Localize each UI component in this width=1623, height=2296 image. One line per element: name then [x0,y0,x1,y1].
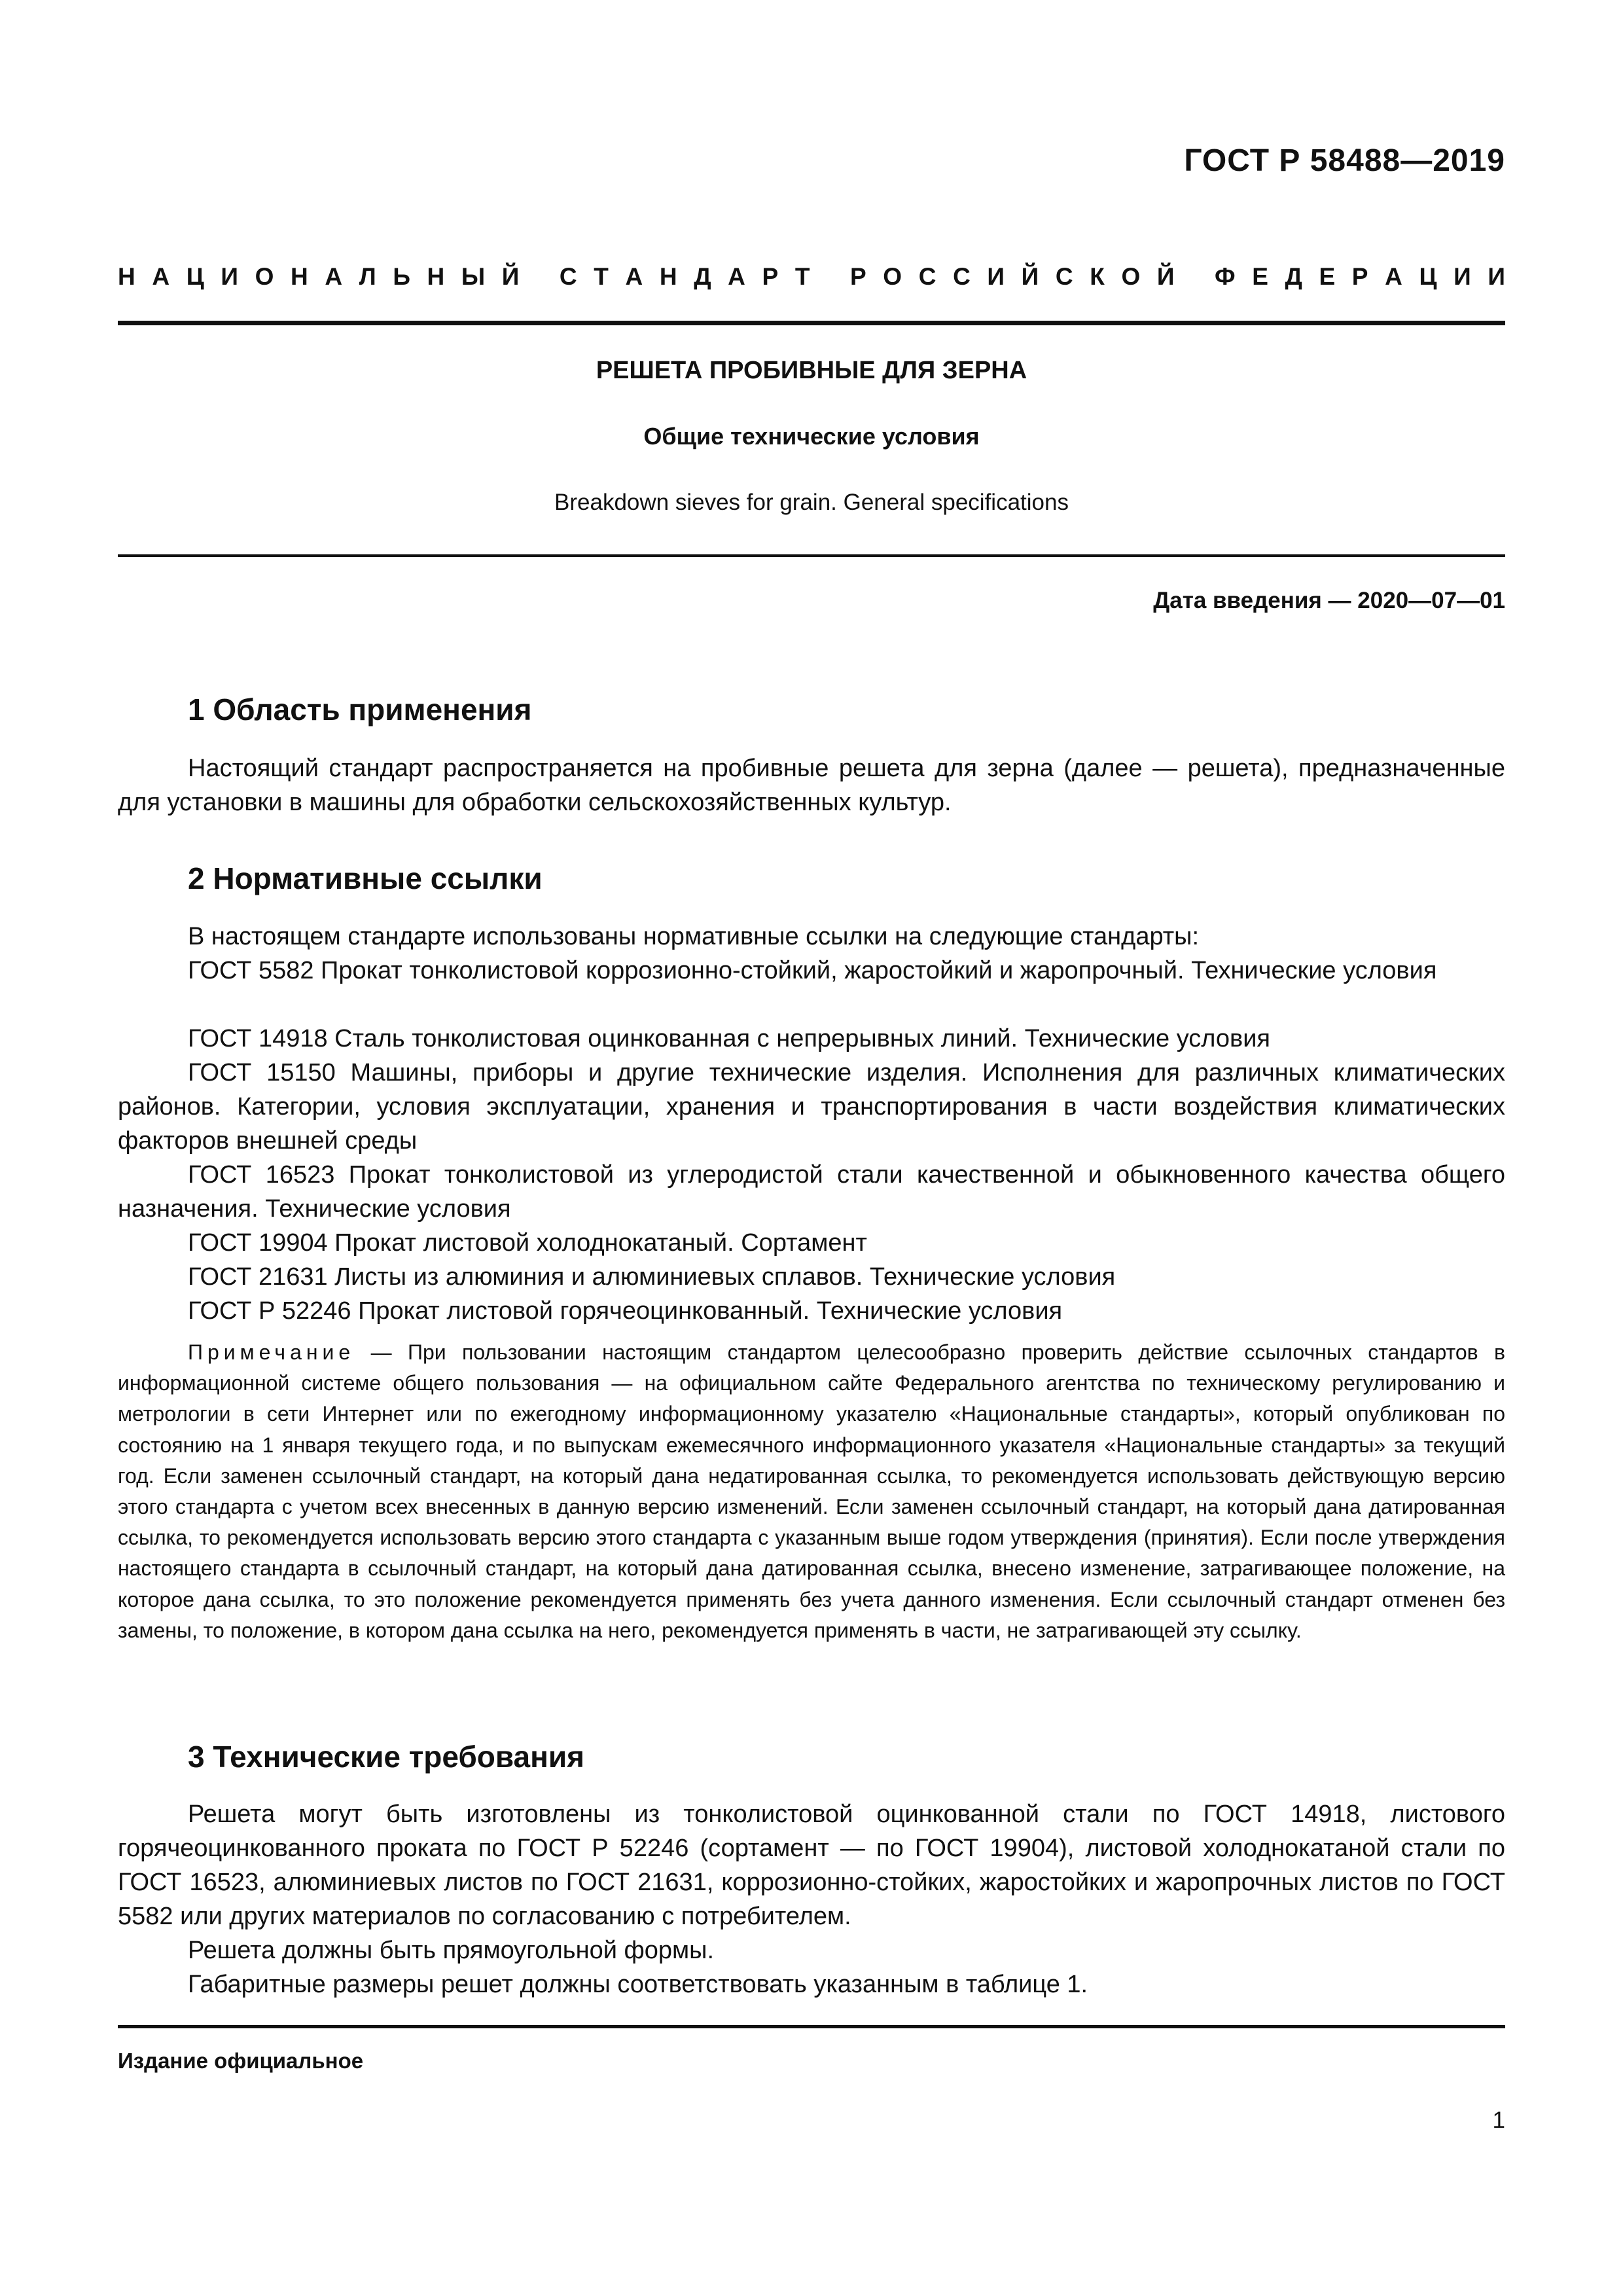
heading-letter: Н [427,263,445,290]
heading-letter: Ь [393,263,410,290]
heading-letter: Н [659,263,677,290]
heading-letter: Е [1319,263,1336,290]
document-title: РЕШЕТА ПРОБИВНЫЕ ДЛЯ ЗЕРНА [596,357,1027,384]
title-divider [118,554,1505,557]
heading-letter: Р [1351,263,1368,290]
heading-letter: С [1055,263,1073,290]
heading-letter: И [1454,263,1471,290]
heading-space [1191,263,1198,291]
heading-space [827,263,833,291]
heading-letter: С [918,263,936,290]
edition-label: Издание официальное [118,2049,364,2073]
heading-letter: Ц [186,263,204,290]
heading-letter: Ы [461,263,486,290]
note-label: Примечание [188,1340,355,1364]
heading-letter: А [325,263,343,290]
heading-letter: Д [1285,263,1302,290]
heading-letter: Е [1252,263,1268,290]
section-3-heading: 3 Технические требования [188,1740,584,1774]
heading-letter: Й [501,263,520,290]
section-3-paragraph: Решета могут быть изготовлены из тонколистовой оцинкованной стали по ГОСТ 14918, листового горячеоцинкованного проката по ГОСТ Р 52246 (сортамент — по ГОСТ 19904), листовой холоднокатаной стали по ГОСТ 16523, алюминиевых листов по ГОСТ 21631, коррозионно-стойких, жаростойких и жаропрочных листов по ГОСТ 5582 или других материалов по согласованию с потребителем. [118,1801,1505,1930]
heading-letter: С [559,263,577,290]
heading-letter: Т [594,263,609,290]
note-text: — При пользовании настоящим стандартом целесообразно проверить действие ссылочных стандартов в информационной системе общего пользования — на официальном сайте Федерального агентства по техническому регулированию и метрологии в сети Интернет или по ежегодному информационному указателю «Национальные стандарты», который опубликован по состоянию на 1 января текущего года, и по выпускам ежемесячного информационного указателя «Национальные стандарты» за текущий год. Если заменен ссылочный стандарт, на который дана недатированная ссылка, то рекомендуется использовать действующую версию этого стандарта с учетом всех внесенных в данную версию изменений. Если заменен ссылочный стандарт, на который дана датированная ссылка, то рекомендуется использовать версию этого стандарта с указанным выше годом утверждения (принятия). Если после утверждения настоящего стандарта в ссылочный стандарт, на который дана датированная ссылка, внесено изменение, затрагивающее положение, на которое дана ссылка, то это положение рекомендуется применять без учета данного изменения. Если ссылочный стандарт отменен без замены, то положение, в котором дана ссылка на него, рекомендуется применять в части, не затрагивающей эту ссылку. [118,1340,1505,1642]
heading-letter: Р [762,263,779,290]
heading-letter: А [625,263,643,290]
heading-letter: Н [118,263,135,290]
section-3-paragraph: Решета должны быть прямоугольной формы. [188,1937,715,1964]
heading-letter: Ф [1214,263,1236,290]
reference-item: ГОСТ 5582 Прокат тонколистовой коррозионно-стойкий, жаростойкий и жаропрочный. Технические условия [188,957,1437,984]
section-3-paragraph: Габаритные размеры решет должны соответствовать указанным в таблице 1. [188,1971,1088,1998]
heading-letter: И [1488,263,1505,290]
gost-code: ГОСТ Р 58488—2019 [1184,143,1505,178]
heading-letter: И [987,263,1005,290]
heading-letter: А [728,263,745,290]
header-divider [118,321,1505,325]
heading-letter: О [883,263,902,290]
heading-space [536,263,543,291]
reference-item: ГОСТ 15150 Машины, приборы и другие технические изделия. Исполнения для различных климатических районов. Категории, условия эксплуатации, хранения и транспортирования в части воздействия климатических факторов внешней среды [118,1059,1505,1155]
heading-letter: О [1121,263,1141,290]
references-note [118,1337,1505,1646]
heading-letter: С [953,263,971,290]
heading-letter: Н [291,263,308,290]
heading-letter: И [221,263,238,290]
heading-letter: Р [849,263,866,290]
document-title-english: Breakdown sieves for grain. General specifications [554,490,1069,515]
reference-item: ГОСТ 21631 Листы из алюминия и алюминиевых сплавов. Технические условия [188,1263,1116,1291]
heading-letter: А [1385,263,1402,290]
heading-letter: О [255,263,274,290]
document-subtitle: Общие технические условия [643,423,980,450]
section-1-heading: 1 Область применения [188,692,532,726]
page-number: 1 [1492,2108,1505,2133]
heading-letter: Й [1156,263,1175,290]
reference-item: ГОСТ 19904 Прокат листовой холоднокатаный. Сортамент [188,1229,867,1257]
heading-letter: К [1090,263,1105,290]
section-2-heading: 2 Нормативные ссылки [188,861,543,895]
section-1-text: Настоящий стандарт распространяется на пробивные решета для зерна (далее — решета), предназначенные для установки в машины для обработки сельскохозяйственных культур. [118,755,1505,816]
reference-item: ГОСТ 16523 Прокат тонколистовой из углеродистой стали качественной и обыкновенного качества общего назначения. Технические условия [118,1161,1505,1223]
heading-letter: Л [359,263,376,290]
reference-item: ГОСТ Р 52246 Прокат листовой горячеоцинкованный. Технические условия [188,1297,1063,1325]
intro-date: Дата введения — 2020—07—01 [1153,588,1505,613]
heading-letter: Т [794,263,810,290]
heading-letter: Д [694,263,711,290]
heading-letter: А [152,263,170,290]
heading-letter: Ц [1419,263,1437,290]
reference-item: ГОСТ 14918 Сталь тонколистовая оцинкованная с непрерывных линий. Технические условия [188,1025,1271,1052]
footer-divider [118,2025,1505,2028]
heading-letter: Й [1021,263,1039,290]
national-standard-heading [118,263,1505,291]
section-2-intro: В настоящем стандарте использованы нормативные ссылки на следующие стандарты: [188,923,1200,950]
